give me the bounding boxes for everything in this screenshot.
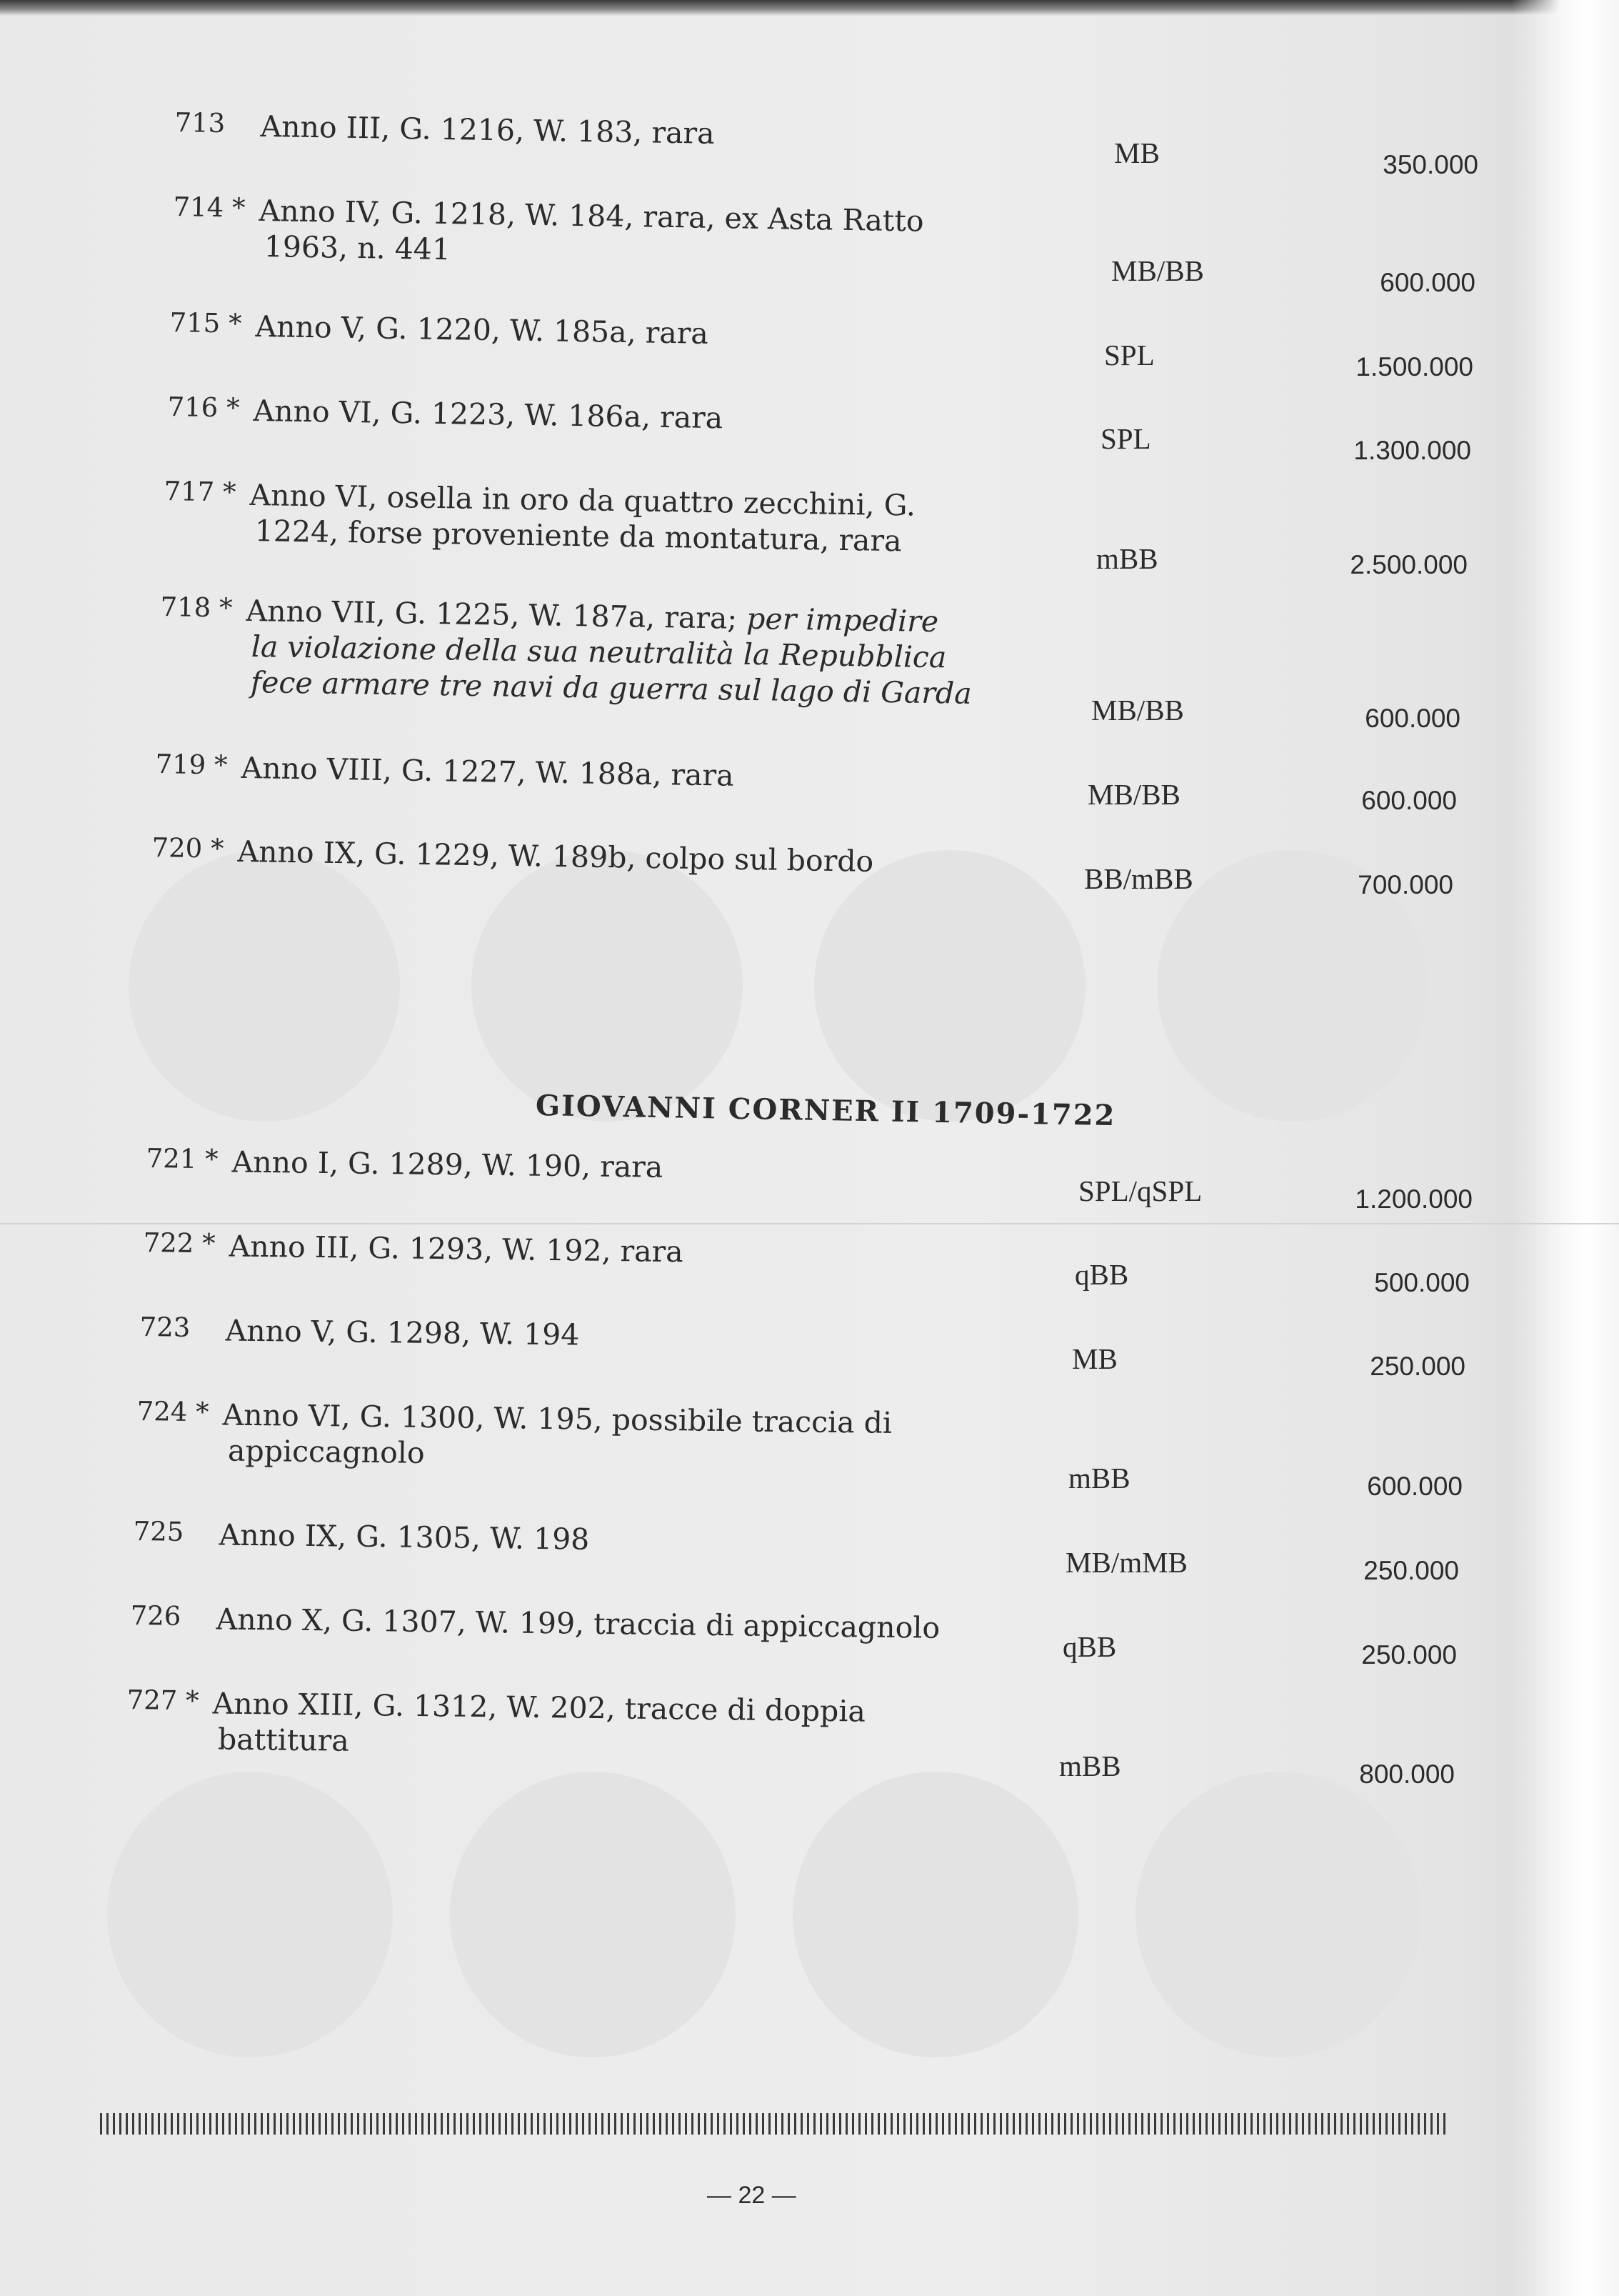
lot-description — [219, 1517, 589, 1557]
description-line: Anno III, G. 1216, W. 183, rara — [260, 109, 715, 151]
description-line: appiccagnolo — [227, 1433, 425, 1470]
page-number: — 22 — — [707, 2182, 796, 2209]
lot-description — [222, 1397, 893, 1476]
lot-number: 727 * — [126, 1684, 199, 1717]
lot-grade: SPL/qSPL — [1078, 1174, 1203, 1207]
description-line: Anno IX, G. 1305, W. 198 — [219, 1517, 590, 1557]
lot-description — [229, 1228, 683, 1269]
lot-grade: BB/mBB — [1084, 862, 1193, 895]
lot-number: 715 * — [169, 307, 242, 339]
lot-price: 250.000 — [1361, 1640, 1457, 1669]
ghost-coin-6 — [450, 1772, 736, 2057]
ghost-coin-5 — [107, 1772, 393, 2057]
lot-description — [253, 393, 723, 436]
description-line: Anno VII, G. 1225, W. 187a, rara; per impedire — [246, 593, 939, 639]
ghost-coin-7 — [793, 1772, 1078, 2057]
page-top-edge — [0, 0, 1619, 16]
lot-price: 600.000 — [1365, 704, 1460, 733]
lot-number: 726 — [130, 1600, 181, 1632]
description-line: Anno V, G. 1220, W. 185a, rara — [255, 309, 709, 351]
description-italic-note: per impedire — [746, 601, 939, 639]
lot-description — [260, 109, 715, 151]
ghost-coin-2 — [471, 850, 743, 1122]
lot-description — [245, 593, 973, 712]
description-line: Anno X, G. 1307, W. 199, traccia di appiccagnolo — [216, 1602, 941, 1645]
lot-price: 1.300.000 — [1353, 436, 1471, 465]
description-line: Anno VIII, G. 1227, W. 188a, rara — [241, 750, 734, 793]
lot-grade: MB/BB — [1091, 694, 1184, 727]
lot-price: 700.000 — [1358, 870, 1453, 899]
lot-number: 723 — [139, 1312, 191, 1343]
description-line: Anno I, G. 1289, W. 190, rara — [231, 1144, 663, 1184]
lot-grade: qBB — [1075, 1258, 1129, 1291]
ghost-coin-8 — [1136, 1772, 1421, 2057]
lot-number: 724 * — [136, 1396, 209, 1428]
lot-price: 350.000 — [1383, 150, 1478, 179]
description-line: Anno V, G. 1298, W. 194 — [225, 1313, 580, 1352]
lot-grade: qBB — [1063, 1630, 1117, 1663]
lot-number: 720 * — [151, 832, 224, 864]
lot-grade: MB/BB — [1088, 778, 1181, 811]
description-line: la violazione della sua neutralità la Repubblica — [251, 629, 947, 675]
lot-price: 2.500.000 — [1350, 550, 1468, 579]
lot-number: 722 * — [143, 1227, 216, 1259]
lot-grade: MB/mMB — [1066, 1546, 1188, 1579]
description-line: 1963, n. 441 — [264, 229, 451, 267]
lot-description — [225, 1312, 579, 1352]
page-right-edge — [1512, 0, 1619, 2296]
lot-price: 800.000 — [1359, 1760, 1455, 1789]
section-title: GIOVANNI CORNER II 1709-1722 — [535, 1089, 1116, 1133]
lot-description — [231, 1144, 663, 1184]
description-line: Anno IX, G. 1229, W. 189b, colpo sul bordo — [237, 834, 874, 879]
lot-description — [255, 309, 708, 351]
lot-price: 1.500.000 — [1355, 352, 1473, 381]
lot-price: 250.000 — [1363, 1556, 1459, 1585]
description-line: Anno IV, G. 1218, W. 184, rara, ex Asta Ratto — [259, 193, 924, 239]
description-line: Anno VI, G. 1300, W. 195, possibile traccia di — [222, 1397, 893, 1440]
description-line: battitura — [217, 1722, 350, 1758]
ghost-coin-1 — [129, 850, 400, 1122]
lot-grade: mBB — [1068, 1462, 1131, 1494]
lot-price: 600.000 — [1380, 268, 1475, 297]
lot-description — [258, 193, 923, 275]
lot-grade: mBB — [1096, 542, 1158, 575]
lot-price: 250.000 — [1370, 1352, 1465, 1381]
lot-number: 717 * — [164, 476, 236, 508]
lot-grade: MB — [1114, 136, 1160, 169]
lot-number: 719 * — [155, 749, 228, 781]
lot-number: 721 * — [146, 1143, 219, 1175]
lot-number: 713 — [174, 107, 226, 139]
lot-price: 500.000 — [1374, 1268, 1470, 1297]
lot-description — [241, 750, 734, 794]
description-line: fece armare tre navi da guerra sul lago di Garda — [250, 664, 973, 711]
lot-grade: MB — [1072, 1342, 1118, 1375]
lot-number: 725 — [133, 1516, 184, 1547]
description-line: 1224, forse proveniente da montatura, rara — [254, 514, 902, 559]
lot-price: 600.000 — [1361, 786, 1457, 815]
description-line: Anno III, G. 1293, W. 192, rara — [229, 1229, 683, 1269]
description-line: Anno VI, osella in oro da quattro zecchini, G. — [249, 477, 916, 523]
description-line: Anno VI, G. 1223, W. 186a, rara — [253, 393, 723, 436]
lot-price: 600.000 — [1367, 1472, 1463, 1501]
lot-price: 1.200.000 — [1355, 1184, 1473, 1214]
lot-grade: SPL — [1104, 339, 1155, 371]
lot-description — [212, 1685, 866, 1765]
description-line: Anno XIII, G. 1312, W. 202, tracce di doppia — [212, 1686, 866, 1729]
lot-grade: SPL — [1101, 422, 1151, 455]
lot-number: 716 * — [167, 391, 240, 424]
ghost-coin-3 — [814, 850, 1086, 1122]
page-fold-crease — [0, 1223, 1619, 1224]
lot-number: 714 * — [173, 191, 246, 224]
lot-description — [249, 477, 916, 559]
lot-description — [216, 1601, 940, 1645]
lot-grade: MB/BB — [1111, 254, 1204, 287]
lot-grade: mBB — [1059, 1750, 1121, 1782]
lot-number: 718 * — [160, 592, 233, 624]
barcode-strip — [100, 2113, 1446, 2135]
